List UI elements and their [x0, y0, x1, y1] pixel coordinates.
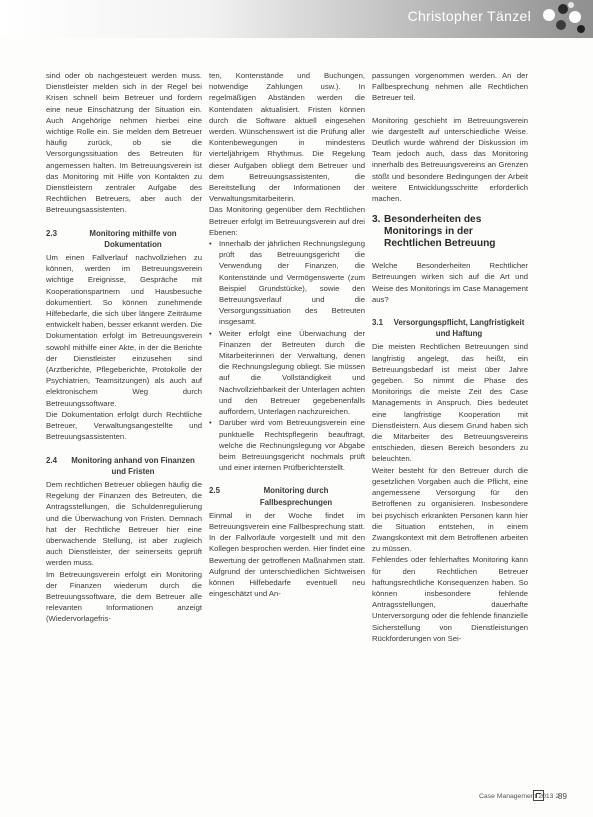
column-right: [372, 70, 528, 644]
paragraph: Welche Besonderheiten Rechtlicher Betreuungen wirken sich auf die Art und Weise des Monitorings im Case Management aus?: [372, 261, 528, 304]
chapter-heading: [372, 214, 528, 250]
header-bar: [0, 0, 593, 38]
journal-logo-icon: [533, 790, 544, 801]
section-title: Monitoring mithilfe von Dokumentation: [89, 228, 177, 249]
list-item: • Innerhalb der jährlichen Rechnungslegung prüft das Betreuungsgericht die Verwendung der Finanzen, die Kontenstände und Vermögenswerte (zum Beispiel Grundstücke), sowie den Betreuungsverlauf und die Versorgungssituation des Betreuten insgesamt.: [209, 238, 365, 328]
paragraph: Das Monitoring gegenüber dem Rechtlichen Betreuer erfolgt im Betreuungsverein auf drei Ebenen:: [209, 205, 365, 237]
paragraph: Weiter besteht für den Betreuer durch die gesetzlichen Vorgaben auch die Pflicht, eine angemessene Versorgung für den Betroffenen zu organisieren. Insbesondere bei psychisch erkrankten Personen kann hier die Situation entstehen, in einem Zwangskontext mit dem Betroffenen arbeiten zu müssen.: [372, 465, 528, 554]
section-title: Monitoring durch Fallbesprechungen: [259, 486, 333, 507]
molecule-logo-icon: [539, 1, 587, 35]
page-number: 89: [558, 792, 567, 801]
journal-name: Case Management 2013 2: [479, 793, 560, 800]
paragraph: sind oder ob nachgesteuert werden muss. Dienstleister melden sich in der Regel bei Krisen schnell beim Betreuer und fordern eine neue Einschätzung der Situation ein. Auch Angehörige nehmen hierbei eine wichtige Rolle ein. Sie melden dem Betreuer häufig zurück, ob sie die Versorgungssituation des Betreuten für angemessen halten. Im Betreuungsverein ist das Monitoring mit Hilfe von Kontakten zu Dienstleistern zentraler Aufgabe des Rechtlichen Betreuers, aber auch der Betreuungsassistenten.: [46, 71, 202, 215]
section-title: Monitoring anhand von Finanzen und Fristen: [71, 455, 195, 476]
section-number: 2.3: [46, 228, 57, 238]
paragraph: Dem rechtlichen Betreuer obliegen häufig die Regelung der Finanzen des Betreuten, die Antragsstellungen, die Schuldenregulierung und die Überwachung von Fristen. Demnach hat der Rechtliche Betreuer hier eine überwachende Stellung, ist aber zugleich auch Dienstleister, der seinerseits geprüft werden muss.: [46, 479, 202, 568]
section-heading: [46, 228, 202, 250]
paragraph: Fehlendes oder fehlerhaftes Monitoring kann für den Rechtlichen Betreuer haftungsrechtliche Konsequenzen haben. So können insbesondere fehlende Antragsstellungen, dauerhafte Unterversorgung oder die fehlende finanzielle Sicherstellung von Dienstleistungen Rückforderungen von Sei-: [372, 555, 528, 643]
list-item: • Darüber wird vom Betreuungsverein eine punktuelle Rechtspflegerin beauftragt, welche die Rechnungslegung vor Abgabe beim Betreuungsgericht nochmals prüft und einer internen Prüfberichterstellt.: [209, 417, 365, 473]
list-item: • Weiter erfolgt eine Überwachung der Finanzen der Betreuten durch die Mitarbeiterinnen der Verwaltung, denen die Rechnungslegung obliegt. Sie müssen auf die Vollständigkeit und Nachvollziehbarkeit der Unterlagen achten und den Betreuer gegebenenfalls auffordern, Unterlagen nachzureichen.: [209, 328, 365, 418]
paragraph: Die meisten Rechtlichen Betreuungen sind langfristig angelegt, das heißt, ein Betreuungsbedarf ist meist über Jahre gegeben. So nimmt die Phase des Monitorings die meiste Zeit des Case Managements in Anspruch. Dies bedeutet eine langfristige Kooperation mit Dienstleistern. Aus diesem Grund haben sich die Mitarbeiter des Betreuungsvereins entschieden, diesen Bereich besonders zu beleuchten.: [372, 342, 528, 464]
paragraph: ten, Kontenstände und Buchungen, notwendige Zahlungen usw.). In regelmäßigen Abständen werden die Kontendaten aktualisiert. Fristen können durch die Software aktuell eingesehen werden. Wünschenswert ist die Prüfung aller Kontenbewegungen in mindestens vierteljährigem Rhythmus. Die Regelung dieser Aufgaben obliegt dem Betreuer und dem Betreuungsassistenten, die Bereitstellung der Informationen der Verwaltungsmitarbeiterin.: [209, 71, 365, 204]
paragraph: passungen vorgenommen werden. An der Fallbesprechung nehmen alle Rechtlichen Betreuer teil.: [372, 71, 528, 103]
section-heading: [209, 485, 365, 507]
paragraph: Im Betreuungsverein erfolgt ein Monitoring der Finanzen wiederum durch die Betreuungssoftware, die dem Betreuer alle relevanten Informationen anzeigt (Wiedervorlagefris-: [46, 569, 202, 624]
author-name: Christopher Tänzel: [407, 8, 531, 24]
paragraph: Einmal in der Woche findet im Betreuungsverein eine Fallbesprechung statt. In der Fallvorläufe vorgestellt und mit den Kollegen besprochen werden. Hier findet eine Bewertung der getroffenen Maßnahmen statt. Aufgrund der unterschiedlichen Sichtweisen können Hilfebedarfe eventuell neu eingeschätzt und An-: [209, 510, 365, 599]
section-heading: [372, 317, 528, 339]
section-title: Versorgungspflicht, Langfristigkeit und Haftung: [393, 318, 525, 339]
section-number: 2.5: [209, 486, 220, 496]
chapter-title: Besonderheiten des Monitorings in der Rechtlichen Betreuung: [384, 214, 496, 250]
paragraph: Um einen Fallverlauf nachvollziehen zu können, werden im Betreuungsverein wichtige Ereignisse, Gespräche mit Kooperationspartnern und Hausbesuche dokumentiert. So können zunehmende Hilfebedarfe, die sich über längere Zeiträume entwickelt haben, besser erkannt werden. Die Dokumentation erfolgt im Betreuungsverein sowohl mithilfe einer Akte, in der die Berichte der Dienstleister einzusehen sind (Arztberichte, Pflegeberichte, Protokolle der Psychiatrien, Teamsitzungen) als auch auf elektronischem Weg durch Betreuungssoftware.: [46, 253, 202, 408]
chapter-number: 3.: [372, 214, 381, 226]
section-number: 3.1: [372, 318, 383, 328]
column-left: [46, 70, 202, 625]
bullet-list: [209, 238, 365, 473]
paragraph: Die Dokumentation erfolgt durch Rechtliche Betreuer, Verwaltungsangestellte und Betreuungsassistenten.: [46, 409, 202, 442]
paragraph: Monitoring geschieht im Betreuungsverein wie dargestellt auf unterschiedliche Weise. Deutlich wurde während der Diskussion im Team jedoch auch, dass das Monitoring innerhalb des Betreuungsvereins an Grenzen stößt und besondere Bedingungen der Arbeit weitere Entwicklungsschritte erforderlich machen.: [372, 115, 528, 204]
column-middle: [209, 70, 365, 599]
section-number: 2.4: [46, 455, 57, 465]
section-heading: [46, 455, 202, 477]
